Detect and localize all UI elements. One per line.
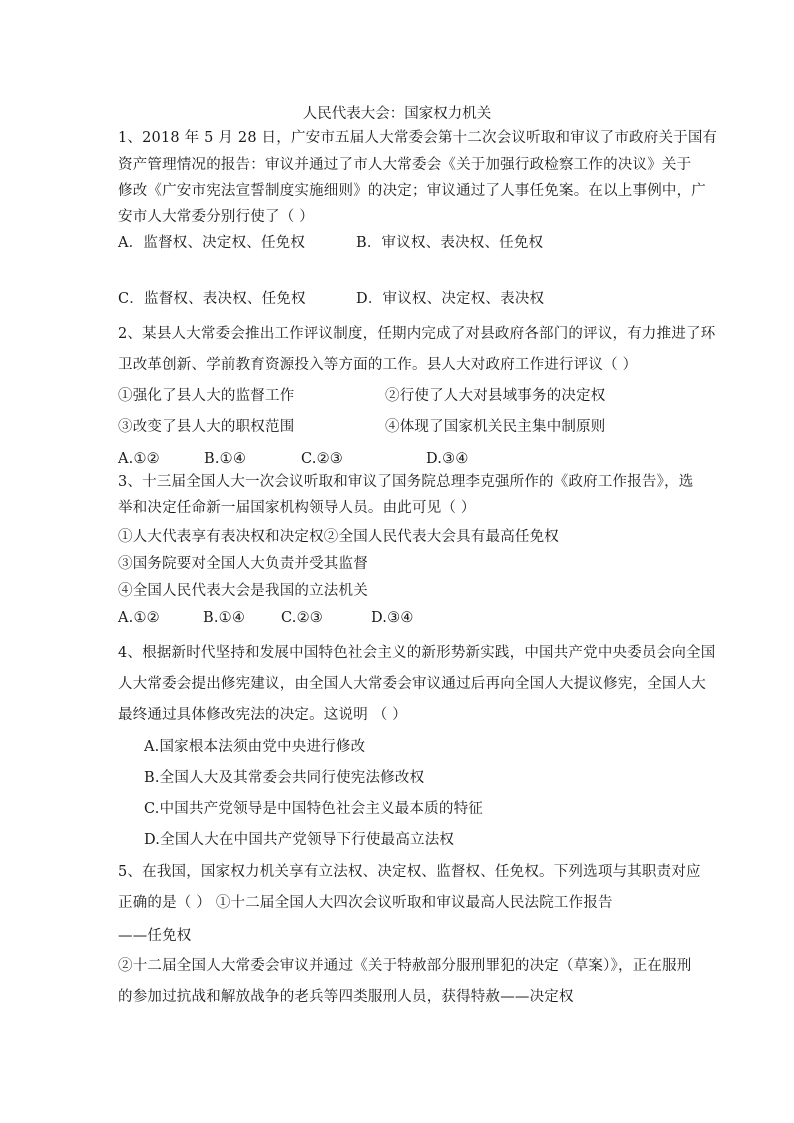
q3-option-b: B.①④ [203, 610, 246, 626]
q2-item-3: ③改变了县人大的职权范围 [118, 419, 295, 435]
q3-option-d: D.③④ [371, 610, 414, 626]
q4-line-2: 人大常委会提出修宪建议，由全国人大常委会审议通过后再向全国人大提议修宪，全国人大 [118, 676, 706, 692]
q1-option-a: A．监督权、决定权、任免权 [118, 235, 306, 251]
q1-line-3: 修改《广安市宪法宣誓制度实施细则》的决定；审议通过了人事任免案。在以上事例中，广 [118, 183, 706, 199]
q3-option-c: C.②③ [281, 610, 323, 626]
q3-option-a: A.①② [118, 610, 160, 626]
q1-line-4: 安市人大常委分别行使了（ ） [118, 209, 314, 225]
q2-item-1: ①强化了县人大的监督工作 [118, 388, 295, 404]
q3-item-3: ④全国人民代表大会是我国的立法机关 [118, 583, 368, 599]
q1-option-c: C．监督权、表决权、任免权 [118, 291, 306, 307]
q3-item-1: ①人大代表享有表决权和决定权②全国人民代表大会具有最高任免权 [118, 529, 559, 545]
q4-option-b: B.全国人大及其常委会共同行使宪法修改权 [144, 770, 425, 786]
q2-item-4: ④体现了国家机关民主集中制原则 [385, 419, 606, 435]
q2-option-d: D.③④ [426, 451, 469, 467]
q3-line-2: 举和决定任命新一届国家机构领导人员。由此可见（ ） [118, 500, 476, 516]
q3-item-2: ③国务院要对全国人大负责并受其监督 [118, 556, 368, 572]
q3-line-1: 3、十三届全国人大一次会议听取和审议了国务院总理李克强所作的《政府工作报告》，选 [118, 474, 694, 490]
q2-line-2: 卫改革创新、学前教育资源投入等方面的工作。县人大对政府工作进行评议（ ） [118, 357, 638, 373]
q5-line-3: ——任免权 [118, 928, 192, 944]
q1-option-b: B．审议权、表决权、任免权 [356, 235, 544, 251]
q5-line-2: 正确的是（ ） ①十二届全国人大四次会议听取和审议最高人民法院工作报告 [118, 895, 613, 911]
q1-line-2: 资产管理情况的报告：审议并通过了市人大常委会《关于加强行政检察工作的决议》关于 [118, 157, 692, 173]
q5-line-5: 的参加过抗战和解放战争的老兵等四类服刑人员，获得特赦——决定权 [118, 989, 574, 1005]
q2-line-1: 2、某县人大常委会推出工作评议制度，任期内完成了对县政府各部门的评议，有力推进了环 [118, 326, 716, 342]
q4-option-a: A.国家根本法须由党中央进行修改 [144, 739, 366, 755]
page-title: 人民代表大会：国家权力机关 [302, 106, 492, 122]
q1-option-d: D．审议权、决定权、表决权 [356, 291, 545, 307]
q1-line-1: 1、2018 年 5 月 28 日，广安市五届人大常委会第十二次会议听取和审议了市政府关于国有 [118, 130, 718, 146]
q4-line-1: 4、根据新时代坚持和发展中国特色社会主义的新形势新实践，中国共产党中央委员会向全国 [118, 645, 716, 661]
q4-option-d: D.全国人大在中国共产党领导下行使最高立法权 [144, 832, 455, 848]
q4-line-3: 最终通过具体修改宪法的决定。这说明 （ ） [118, 707, 407, 723]
q2-item-2: ②行使了人大对县域事务的决定权 [385, 388, 606, 404]
q2-option-b: B.①④ [204, 451, 247, 467]
q2-option-c: C.②③ [301, 451, 343, 467]
q5-line-4: ②十二届全国人大常委会审议并通过《关于特赦部分服刑罪犯的决定（草案）》，正在服刑 [118, 958, 692, 974]
q5-line-1: 5、在我国，国家权力机关享有立法权、决定权、监督权、任免权。下列选项与其职责对应 [118, 864, 701, 880]
q2-option-a: A.①② [118, 451, 160, 467]
q4-option-c: C.中国共产党领导是中国特色社会主义最本质的特征 [144, 801, 483, 817]
